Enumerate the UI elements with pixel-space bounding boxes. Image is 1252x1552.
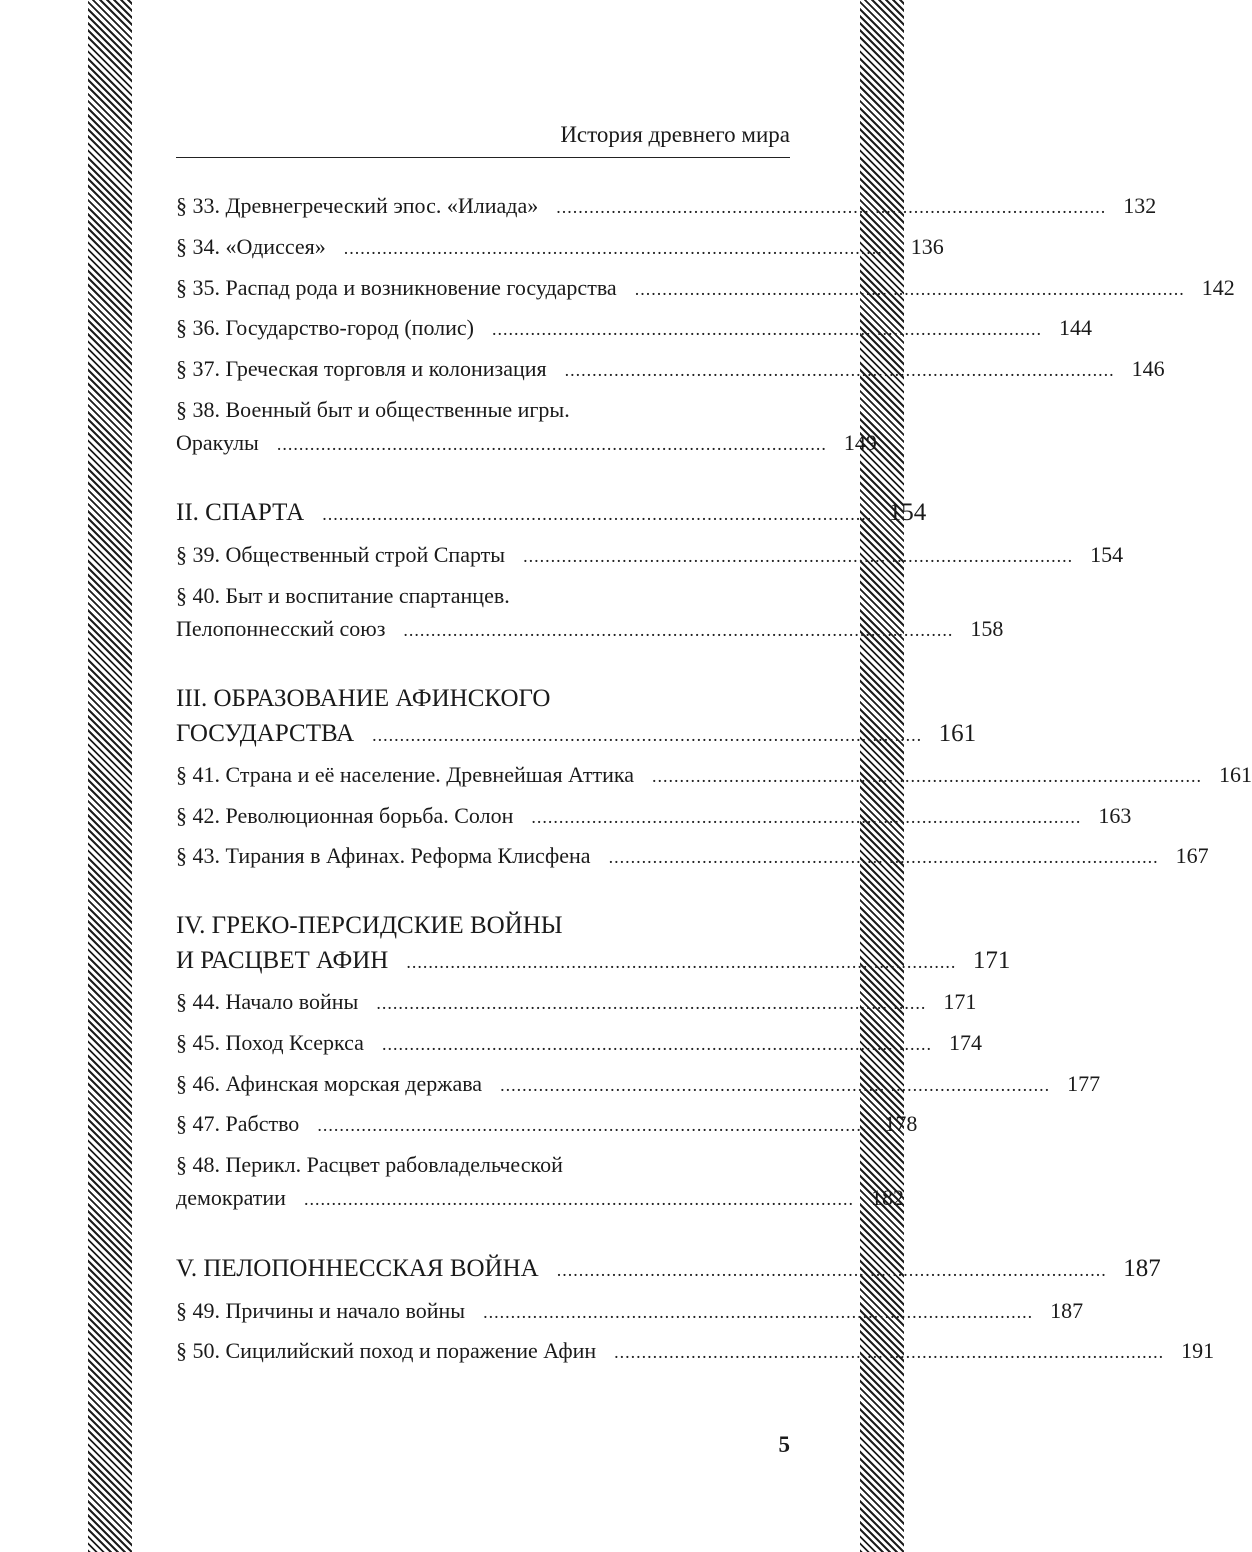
toc-section-athens-line1[interactable]: III. ОБРАЗОВАНИЕ АФИНСКОГО: [176, 685, 551, 712]
dot-leader: ....................................................................................................: [651, 766, 1202, 786]
page-number: 5: [778, 1432, 790, 1457]
toc-section-athens[interactable]: [176, 719, 977, 750]
toc-entry-47[interactable]: [176, 1109, 918, 1140]
toc-entry-title: демократии: [176, 1185, 286, 1210]
dot-leader: ....................................................................................................: [303, 1189, 854, 1209]
toc-entry-48[interactable]: [176, 1183, 904, 1214]
dot-leader: ....................................................................................................: [276, 434, 827, 454]
toc-entry-title: § 45. Поход Ксеркса: [176, 1030, 364, 1055]
toc-entry-title: § 33. Древнегреческий эпос. «Илиада»: [176, 193, 539, 218]
toc-entry-40[interactable]: [176, 614, 1004, 645]
dot-leader: ....................................................................................................: [556, 197, 1107, 217]
dot-leader: ....................................................................................................: [406, 952, 957, 972]
toc-entry-41[interactable]: [176, 760, 1252, 791]
toc-page-number: 149: [843, 430, 877, 455]
toc-entry-title: § 39. Общественный строй Спарты: [176, 542, 506, 567]
toc-entry-39[interactable]: [176, 540, 1124, 571]
toc-page-number: 174: [948, 1030, 982, 1055]
toc-page-number: 161: [938, 720, 977, 747]
dot-leader: ....................................................................................................: [500, 1075, 1051, 1095]
toc-entry-49[interactable]: [176, 1296, 1084, 1327]
toc-entry-title: § 42. Революционная борьба. Солон: [176, 803, 514, 828]
toc-entry-48-line1[interactable]: § 48. Перикл. Расцвет рабовладельческой: [176, 1152, 563, 1177]
toc-section-title: II. СПАРТА: [176, 499, 305, 526]
toc-entry-37[interactable]: [176, 354, 1165, 385]
toc-entry-34[interactable]: [176, 232, 944, 263]
dot-leader: ....................................................................................................: [403, 620, 954, 640]
dot-leader: ....................................................................................................: [317, 1115, 868, 1135]
toc-page-number: 187: [1050, 1298, 1084, 1323]
toc-page-number: 167: [1175, 843, 1209, 868]
toc-entry-title: § 47. Рабство: [176, 1111, 300, 1136]
dot-leader: ....................................................................................................: [381, 1034, 932, 1054]
toc-section-persian-wars-line1[interactable]: IV. ГРЕКО-ПЕРСИДСКИЕ ВОЙНЫ: [176, 912, 563, 939]
toc-page-number: 187: [1123, 1255, 1161, 1282]
toc-page-number: 191: [1181, 1338, 1215, 1363]
toc-entry-50[interactable]: [176, 1336, 1215, 1367]
toc-section-title: И РАСЦВЕТ АФИН: [176, 947, 389, 974]
toc-entry-title: § 37. Греческая торговля и колонизация: [176, 356, 547, 381]
dot-leader: ....................................................................................................: [531, 807, 1082, 827]
toc-entry-title: § 50. Сицилийский поход и поражение Афин: [176, 1338, 597, 1363]
toc-entry-44[interactable]: [176, 987, 977, 1018]
toc-entry-title: § 36. Государство-город (полис): [176, 315, 475, 340]
toc-entry-title: Пелопоннесский союз: [176, 616, 386, 641]
toc-page-number: 158: [970, 616, 1004, 641]
toc-entry-35[interactable]: [176, 273, 1235, 304]
dot-leader: ....................................................................................................: [608, 847, 1159, 867]
toc-page-number: 177: [1067, 1071, 1101, 1096]
dot-leader: ....................................................................................................: [483, 1302, 1034, 1322]
running-header: История древнего мира: [560, 122, 790, 147]
toc-entry-title: § 46. Афинская морская держава: [176, 1071, 483, 1096]
toc-entry-42[interactable]: [176, 801, 1132, 832]
dot-leader: ....................................................................................................: [634, 279, 1185, 299]
toc-entry-45[interactable]: [176, 1028, 982, 1059]
dot-leader: ....................................................................................................: [614, 1342, 1165, 1362]
toc-entry-title: § 43. Тирания в Афинах. Реформа Клисфена: [176, 843, 591, 868]
toc-page-number: 146: [1131, 356, 1165, 381]
toc-entry-title: § 34. «Одиссея»: [176, 234, 326, 259]
toc-entry-46[interactable]: [176, 1069, 1101, 1100]
dot-leader: ....................................................................................................: [322, 504, 873, 524]
toc-page-number: 154: [888, 499, 927, 526]
toc-entry-title: § 44. Начало войны: [176, 989, 359, 1014]
header-rule: [176, 157, 790, 158]
toc-section-peloponnesian-war[interactable]: [176, 1254, 1161, 1285]
toc-page-number: 171: [972, 947, 1011, 974]
decorative-border-left: [88, 0, 132, 1552]
toc-entry-title: § 49. Причины и начало войны: [176, 1298, 466, 1323]
toc-page-number: 178: [884, 1111, 918, 1136]
toc-section-title: V. ПЕЛОПОННЕССКАЯ ВОЙНА: [176, 1255, 539, 1282]
toc-section-persian-wars[interactable]: [176, 946, 1011, 977]
toc-page-number: 171: [943, 989, 977, 1014]
toc-page-number: 136: [910, 234, 944, 259]
toc-entry-38-line1[interactable]: § 38. Военный быт и общественные игры.: [176, 397, 570, 422]
toc-entry-43[interactable]: [176, 841, 1209, 872]
dot-leader: ....................................................................................................: [556, 1260, 1107, 1280]
toc-page-number: 154: [1090, 542, 1124, 567]
dot-leader: ....................................................................................................: [492, 319, 1043, 339]
toc-page-number: 182: [870, 1185, 904, 1210]
toc-entry-33[interactable]: [176, 191, 1157, 222]
toc-page-number: 132: [1123, 193, 1157, 218]
toc-section-sparta[interactable]: [176, 498, 927, 529]
toc-entry-36[interactable]: [176, 313, 1093, 344]
toc-page-number: 144: [1059, 315, 1093, 340]
toc-entry-title: Оракулы: [176, 430, 259, 455]
toc-page-number: 142: [1201, 275, 1235, 300]
toc-page-number: 163: [1098, 803, 1132, 828]
toc-entry-title: § 35. Распад рода и возникновение государства: [176, 275, 617, 300]
toc-entry-38[interactable]: [176, 428, 877, 459]
toc-section-title: ГОСУДАРСТВА: [176, 720, 355, 747]
toc-page-number: 161: [1218, 762, 1252, 787]
dot-leader: ....................................................................................................: [564, 360, 1115, 380]
toc-entry-40-line1[interactable]: § 40. Быт и воспитание спартанцев.: [176, 583, 510, 608]
dot-leader: ....................................................................................................: [372, 725, 923, 745]
dot-leader: ....................................................................................................: [343, 238, 894, 258]
dot-leader: ....................................................................................................: [523, 546, 1074, 566]
toc-entry-title: § 41. Страна и её население. Древнейшая Аттика: [176, 762, 634, 787]
dot-leader: ....................................................................................................: [376, 993, 927, 1013]
